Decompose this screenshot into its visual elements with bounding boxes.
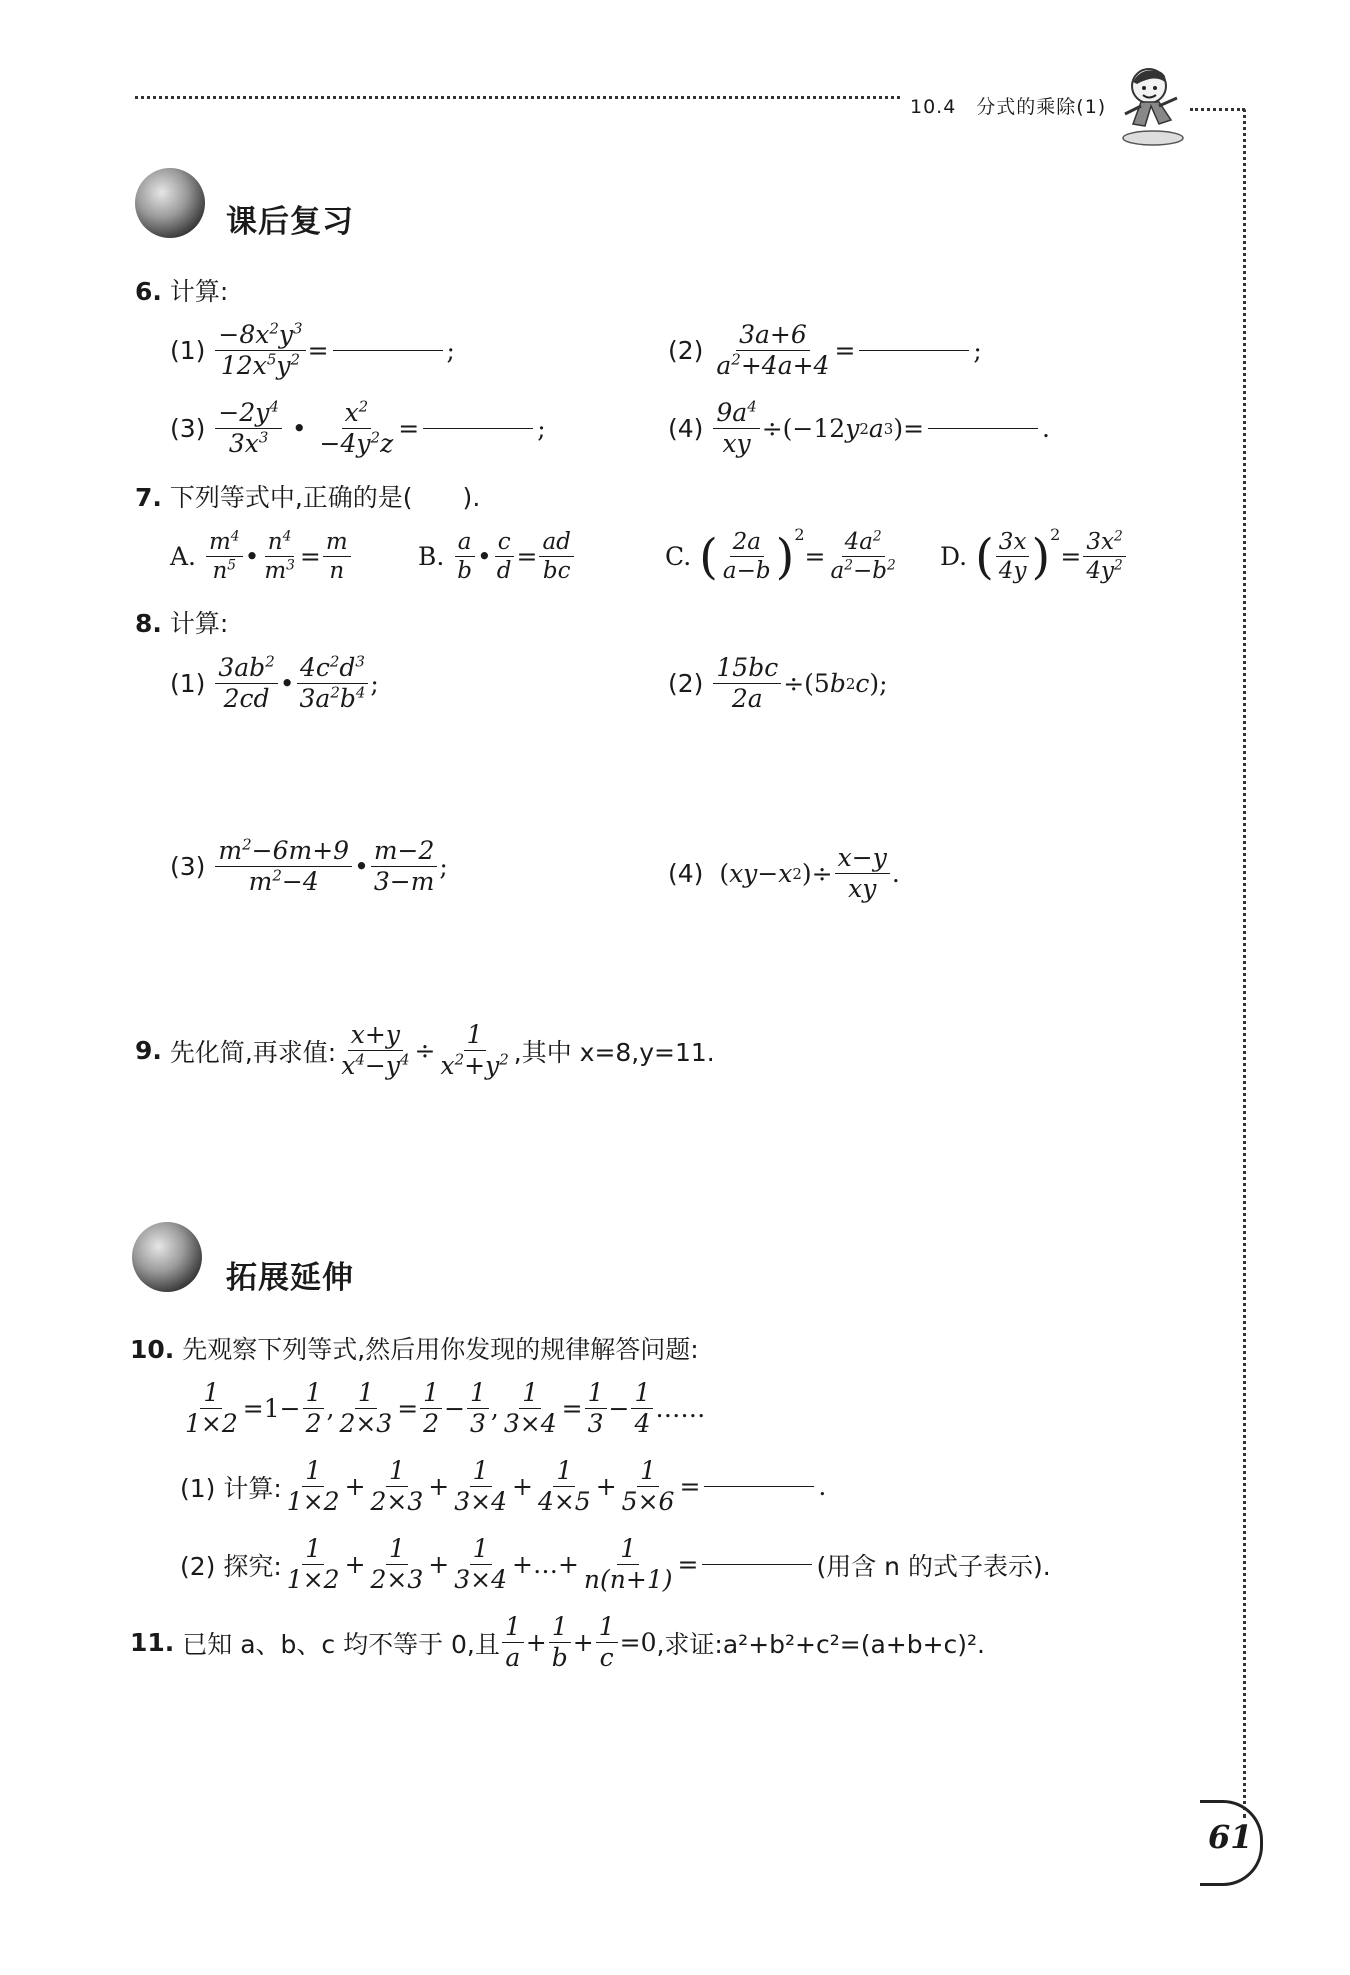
q10-part-2: (2) 探究: $\frac{1}{1\times 2}$ + $\frac{1}{2\times 3}$ + $\frac{1}{3\times 4}$ +…+ $\frac{1}{n(n+1)}$ = (用含 n 的式子表示). bbox=[180, 1534, 1051, 1595]
part-label: (4) bbox=[668, 859, 704, 889]
q8-part-1: (1) $\frac{3ab^2}{2cd}$ • $\frac{4c^2d^3}{3a^2b^4}$ ; bbox=[170, 652, 379, 714]
fraction: $\frac{x-y}{xy}$ bbox=[835, 845, 890, 903]
q10-pattern: $\frac{1}{1\times 2}$ =1− $\frac{1}{2}$ , $\frac{1}{2\times 3}$ = $\frac{1}{2}$ − $\frac{1}{3}$ , $\frac{1}{3\times 4}$ = $\frac{1}{3}$ − $\frac{1}{4}$ …… bbox=[185, 1378, 706, 1439]
part-label: (1) bbox=[170, 336, 206, 366]
q7-option-c[interactable]: C. ( $\frac{2a}{a-b}$ ) 2 = $\frac{4a^2}{a^2-b^2}$ bbox=[665, 525, 896, 585]
answer-blank[interactable] bbox=[333, 350, 443, 351]
page-number: 61 bbox=[1208, 1818, 1253, 1856]
fraction: $\frac{-2y^4}{3x^3}$ bbox=[215, 400, 282, 458]
question-number: 7. bbox=[135, 483, 162, 512]
question-9: 9. 先化简,再求值: $\frac{x+y}{x^4-y^4}$ ÷ $\frac{1}{x^2+y^2}$ ,其中 x=8,y=11. bbox=[135, 1020, 715, 1081]
question-label: 先化简,再求值: bbox=[169, 1037, 337, 1067]
question-10 bbox=[130, 1330, 699, 1366]
answer-blank[interactable] bbox=[928, 428, 1038, 429]
part-label: (2) bbox=[668, 336, 704, 366]
answer-blank[interactable] bbox=[423, 428, 533, 429]
answer-blank[interactable] bbox=[702, 1564, 812, 1565]
question-label: 已知 a、b、c 均不等于 0,且 bbox=[182, 1629, 500, 1659]
answer-blank[interactable] bbox=[859, 350, 969, 351]
fraction: $\frac{3ab^2}{2cd}$ bbox=[215, 655, 277, 713]
option-label: C. bbox=[665, 542, 692, 572]
q6-part-1: (1) $\frac{-8x^2y^3}{12x^5y^2}$ = ; bbox=[170, 319, 455, 381]
part-label: (3) bbox=[170, 852, 206, 882]
option-label: A. bbox=[170, 542, 197, 572]
fraction: $\frac{4c^2d^3}{3a^2b^4}$ bbox=[297, 655, 369, 713]
question-label: 计算: bbox=[169, 609, 229, 638]
section-title-review: 课后复习 bbox=[226, 204, 354, 240]
question-6 bbox=[135, 272, 228, 308]
question-label: 先观察下列等式,然后用你发现的规律解答问题: bbox=[182, 1335, 699, 1364]
question-label: 下列等式中,正确的是( ). bbox=[169, 483, 481, 512]
part-label: (2) bbox=[668, 669, 704, 699]
q7-option-a[interactable]: A. $\frac{m^4}{n^5}$ • $\frac{n^4}{m^3}$ = $\frac{m}{n}$ bbox=[170, 530, 353, 583]
option-label: D. bbox=[940, 542, 968, 572]
header-section-title: 10.4 分式的乘除(1) bbox=[910, 96, 1107, 118]
q8-part-4: (4) ( xy − x 2 )÷ $\frac{x-y}{xy}$ . bbox=[668, 843, 900, 904]
q6-part-2: (2) $\frac{3a+6}{a^2+4a+4}$ = ; bbox=[668, 320, 982, 381]
option-label: B. bbox=[418, 542, 445, 572]
section-globe-icon bbox=[132, 1222, 202, 1292]
part-label: (1) 计算: bbox=[180, 1473, 282, 1503]
fraction: $\frac{-8x^2y^3}{12x^5y^2}$ bbox=[215, 322, 305, 380]
fraction: $\frac{1}{x^2+y^2}$ bbox=[440, 1020, 509, 1081]
section-globe-icon bbox=[135, 168, 205, 238]
header-dotted-rule bbox=[135, 96, 900, 99]
fraction: $\frac{m^2-6m+9}{m^2-4}$ bbox=[215, 838, 352, 896]
part-label: (2) 探究: bbox=[180, 1551, 282, 1581]
fraction: $\frac{x+y}{x^4-y^4}$ bbox=[341, 1020, 410, 1081]
question-8 bbox=[135, 604, 228, 640]
q7-option-b[interactable]: B. $\frac{a}{b}$ • $\frac{c}{d}$ = $\frac{ad}{bc}$ bbox=[418, 530, 576, 583]
fraction: $\frac{3a+6}{a^2+4a+4}$ bbox=[716, 320, 830, 381]
q6-part-3: (3) $\frac{-2y^4}{3x^3}$ • $\frac{x^2}{-4y^2z}$ = ; bbox=[170, 397, 546, 459]
question-7 bbox=[135, 478, 480, 514]
fraction: $\frac{x^2}{-4y^2z}$ bbox=[319, 397, 394, 459]
mascot-icon bbox=[1115, 62, 1190, 147]
question-number: 10. bbox=[130, 1335, 175, 1364]
part-label: (1) bbox=[170, 669, 206, 699]
part-label: (4) bbox=[668, 414, 704, 444]
question-condition: ,其中 x=8,y=11. bbox=[513, 1037, 715, 1067]
fraction: $\frac{m-2}{3-m}$ bbox=[371, 838, 438, 896]
header-dotted-rule-right bbox=[1190, 108, 1245, 111]
question-number: 11. bbox=[130, 1628, 175, 1658]
note: (用含 n 的式子表示). bbox=[816, 1551, 1051, 1581]
fraction: $\frac{15bc}{2a}$ bbox=[713, 655, 781, 713]
answer-blank[interactable] bbox=[704, 1486, 814, 1487]
question-number: 6. bbox=[135, 277, 162, 306]
question-11: 11. 已知 a、b、c 均不等于 0,且 $\frac{1}{a}$ + $\frac{1}{b}$ + $\frac{1}{c}$ =0 ,求证:a²+b²+c²=(a+b+c)². bbox=[130, 1612, 986, 1673]
q7-option-d[interactable]: D. ( $\frac{3x}{4y}$ ) 2 = $\frac{3x^2}{4y^2}$ bbox=[940, 530, 1128, 583]
q10-part-1: (1) 计算: $\frac{1}{1\times 2}$ + $\frac{1}{2\times 3}$ + $\frac{1}{3\times 4}$ + $\frac{1}{4\times 5}$ + $\frac{1}{5\times 6}$ = . bbox=[180, 1456, 827, 1517]
question-number: 9. bbox=[135, 1036, 162, 1066]
fraction: $\frac{9a^4}{xy}$ bbox=[713, 400, 759, 458]
question-number: 8. bbox=[135, 609, 162, 638]
q8-part-2: (2) $\frac{15bc}{2a}$ ÷(5 b 2 c ); bbox=[668, 653, 888, 714]
question-label: 计算: bbox=[169, 277, 229, 306]
q6-part-4: (4) $\frac{9a^4}{xy}$ ÷(−12 y 2 a 3 )= . bbox=[668, 397, 1050, 459]
section-title-extend: 拓展延伸 bbox=[226, 1260, 354, 1296]
q8-part-3: (3) $\frac{m^2-6m+9}{m^2-4}$ • $\frac{m-2}{3-m}$ ; bbox=[170, 835, 448, 897]
part-label: (3) bbox=[170, 414, 206, 444]
side-dotted-rule bbox=[1243, 108, 1246, 1818]
question-tail: ,求证:a²+b²+c²=(a+b+c)². bbox=[656, 1629, 986, 1659]
